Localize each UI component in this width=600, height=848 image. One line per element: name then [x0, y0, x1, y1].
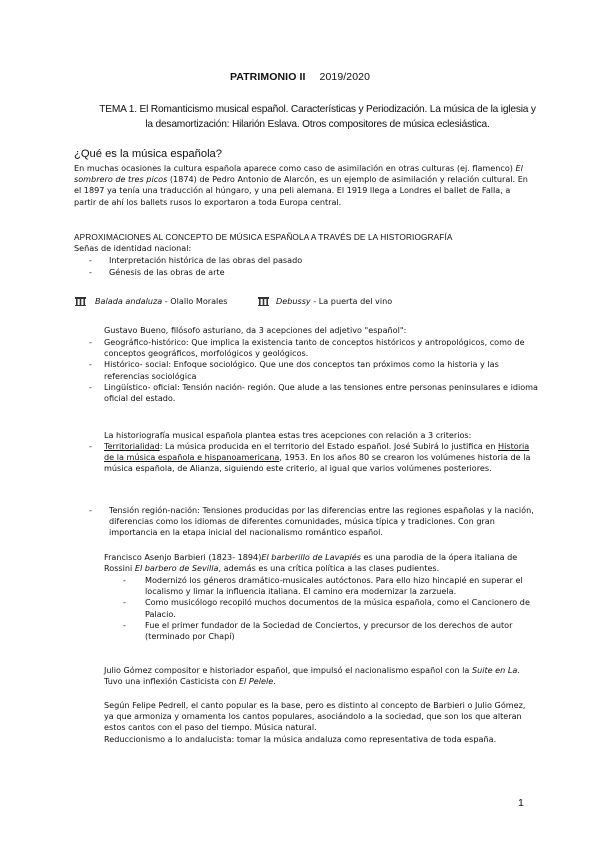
intro-italic-work: El sombrero de tres picos: [74, 163, 523, 185]
barbieri-list: [123, 575, 533, 642]
section-heading-que-es: ¿Qué es la música española?: [74, 148, 223, 160]
pedrell-paragraph: [104, 700, 534, 745]
audio-file-icon[interactable]: [75, 297, 86, 306]
audio-reference-debussy[interactable]: [276, 296, 392, 307]
historia-book-link[interactable]: Historia de la música española e hispanoamericana: [104, 441, 530, 463]
list-item-text: Fue el primer fundador de la Sociedad de Conciertos, y precursor de los derechos de autor (terminado por Chapí): [145, 619, 513, 642]
list-item: - Fue el primer fundador de la Sociedad de Conciertos, y precursor de los derechos de autor (terminado por Chapí): [123, 619, 513, 642]
list-item: - Modernizó los géneros dramático-musicales autóctonos. Para ello hizo hincapié en superar el localismo y limar la influencia italiana. El camino era modernizar la zarzuela.: [123, 575, 523, 597]
criterio-label: Territorialidad: [104, 441, 160, 451]
intro-text-a: En muchas ocasiones la cultura española aparece como caso de asimilación en otras culturas (ej. flamenco): [74, 163, 516, 173]
pedrell-text: Según Felipe Pedrell, el canto popular es la base, pero es distinto al concepto de Barbieri o Julio Gómez, ya que armoniza y ornamenta los cantos populares, asociándolo a la sociedad, que son los que alteran estos cantos con el paso del tiempo. Música natural.: [104, 700, 526, 733]
list-item: - Lingüístico- oficial: Tensión nación- región. Que alude a las tensiones entre personas peninsulares e idioma oficial del estado.: [89, 381, 539, 404]
ref-author: - Olallo Morales: [162, 296, 228, 306]
criterio-text: : La música producida en el territorio del Estado español. José Subirá lo justifica en: [159, 441, 499, 451]
list-item: - Interpretación histórica de las obras del pasado: [89, 255, 303, 265]
academic-year: 2019/2020: [319, 71, 371, 83]
criterio-text-c: , 1953. En los años 80 se crearon los volúmenes historia de la música española, de Alianza, siguiendo este criterio, al igual que varios volúmenes posteriores.: [104, 452, 531, 474]
barbieri-name: Francisco Asenjo Barbieri (1823- 1894): [104, 552, 262, 562]
gomez-text-b: . Tuvo una inflexión Casticista con: [104, 665, 520, 687]
senas-label: Señas de identidad nacional:: [74, 243, 192, 253]
barbieri-work-1: El barberillo de Lavapiés: [261, 552, 361, 562]
audio-file-icon[interactable]: [258, 297, 269, 306]
list-item-text: Génesis de las obras de arte: [109, 267, 225, 278]
section-heading-aproximaciones: APROXIMACIONES AL CONCEPTO DE MÚSICA ESPAÑOLA A TRAVÉS DE LA HISTORIOGRAFÍA: [74, 232, 453, 242]
tema-heading: TEMA 1. El Romanticismo musical español. Características y Periodización. La música de la iglesia y la desamortización: Hilarión Eslava. Otros compositores de música eclesiástica.: [99, 104, 536, 130]
acepciones-list: [89, 337, 539, 404]
senas-list: [89, 255, 519, 279]
list-item: - Como musicólogo recopiló muchos documentos de la música española, como el Cancionero de Palacio.: [123, 597, 530, 619]
ref-work-title: Debussy: [276, 296, 311, 306]
gomez-work-1: Suite en La: [471, 665, 518, 675]
document-title: [0, 71, 600, 83]
list-item: - Territorialidad: La música producida en el territorio del Estado español. José Subirá lo justifica en Historia de la música española e hispanoamericana, 1953. En los años 80 se crearon los volúmenes historia de la música española, de Alianza, siguiendo este criterio, al igual que varios volúmenes posteriores.: [89, 441, 531, 474]
list-item-text: Como musicólogo recopiló muchos documentos de la música española, como el Cancionero de Palacio.: [145, 597, 530, 619]
gomez-text-c: .: [273, 676, 276, 687]
list-item-text: Tensión región-nación: Tensiones producidas por las diferencias entre las regiones españolas y la nación, diferencias como los idiomas de diferentes comunidades, música típica y tradiciones. Con gran importancia en la etapa inicial del nacionalismo romántico español.: [109, 505, 534, 538]
list-item-text: Histórico- social: Enfoque sociológico. Que une dos conceptos tan próximos como la historia y las referencias sociológica: [104, 359, 499, 381]
gomez-text-a: Julio Gómez compositor e historiador español, que impulsó el nacionalismo español con la: [104, 665, 472, 675]
barbieri-paragraph: [104, 552, 534, 574]
ref-author: - La puerta del vino: [310, 296, 393, 306]
ref-work-title: Balada andaluza: [95, 296, 163, 306]
intro-text-b: (1874) de Pedro Antonio de Alarcón, es un ejemplo de asimilación y relación cultural. En el 1897 ya tenía una traducción al húngaro, y una peli alemana. El 1919 llega a Londres el ballet de Falla, a partir de ahí los ballets rusos lo exportaron a toda Europa central.: [74, 174, 528, 207]
course-title: PATRIMONIO II: [229, 71, 306, 83]
page-number: 1: [518, 797, 524, 809]
barbieri-work-2: El barbero de Sevilla: [134, 563, 219, 574]
bueno-intro: Gustavo Bueno, filósofo asturiano, da 3 acepciones del adjetivo "español":: [104, 325, 407, 335]
list-item-text: Modernizó los géneros dramático-musicales autóctonos. Para ello hizo hincapié en superar el localismo y limar la influencia italiana. El camino era modernizar la zarzuela.: [145, 575, 523, 597]
reduccionismo-text: Reduccionismo a lo andalucista: tomar la música andaluza como representativa de toda españa.: [104, 733, 497, 744]
list-item-text: Interpretación histórica de las obras del pasado: [109, 255, 303, 265]
criterio-tension: [89, 505, 539, 539]
audio-reference-balada[interactable]: [95, 296, 228, 307]
list-item: - Histórico- social: Enfoque sociológico. Que une dos conceptos tan próximos como la historia y las referencias sociológica: [89, 359, 499, 381]
list-item: - Génesis de las obras de arte: [89, 267, 225, 278]
list-item-text: Geográfico-histórico: Que implica la existencia tanto de conceptos históricos y antropológicos, como de conceptos geográficos, morfológicos y geológicos.: [104, 337, 525, 359]
barbieri-text-c: , además es una crítica política a las clases pudientes.: [218, 563, 440, 574]
criterio-territorialidad: [89, 441, 539, 475]
intro-paragraph: [74, 163, 534, 208]
list-item-text: Lingüístico- oficial: Tensión nación- región. Que alude a las tensiones entre personas peninsulares e idioma oficial del estado.: [104, 381, 539, 404]
gomez-work-2: El Pelele: [238, 676, 274, 687]
gomez-paragraph: [104, 665, 534, 687]
barbieri-text-b: es una parodia de la ópera italiana de Rossini: [104, 552, 518, 574]
list-item: - Geográfico-histórico: Que implica la existencia tanto de conceptos históricos y antropológicos, como de conceptos geográficos, morfológicos y geológicos.: [89, 337, 525, 359]
historiografia-intro: La historiografía musical española plantea estas tres acepciones con relación a 3 criterios:: [104, 430, 472, 440]
list-item: - Tensión región-nación: Tensiones producidas por las diferencias entre las regiones españolas y la nación, diferencias como los idiomas de diferentes comunidades, música típica y tradiciones. Con gran importancia en la etapa inicial del nacionalismo romántico español.: [89, 505, 534, 538]
